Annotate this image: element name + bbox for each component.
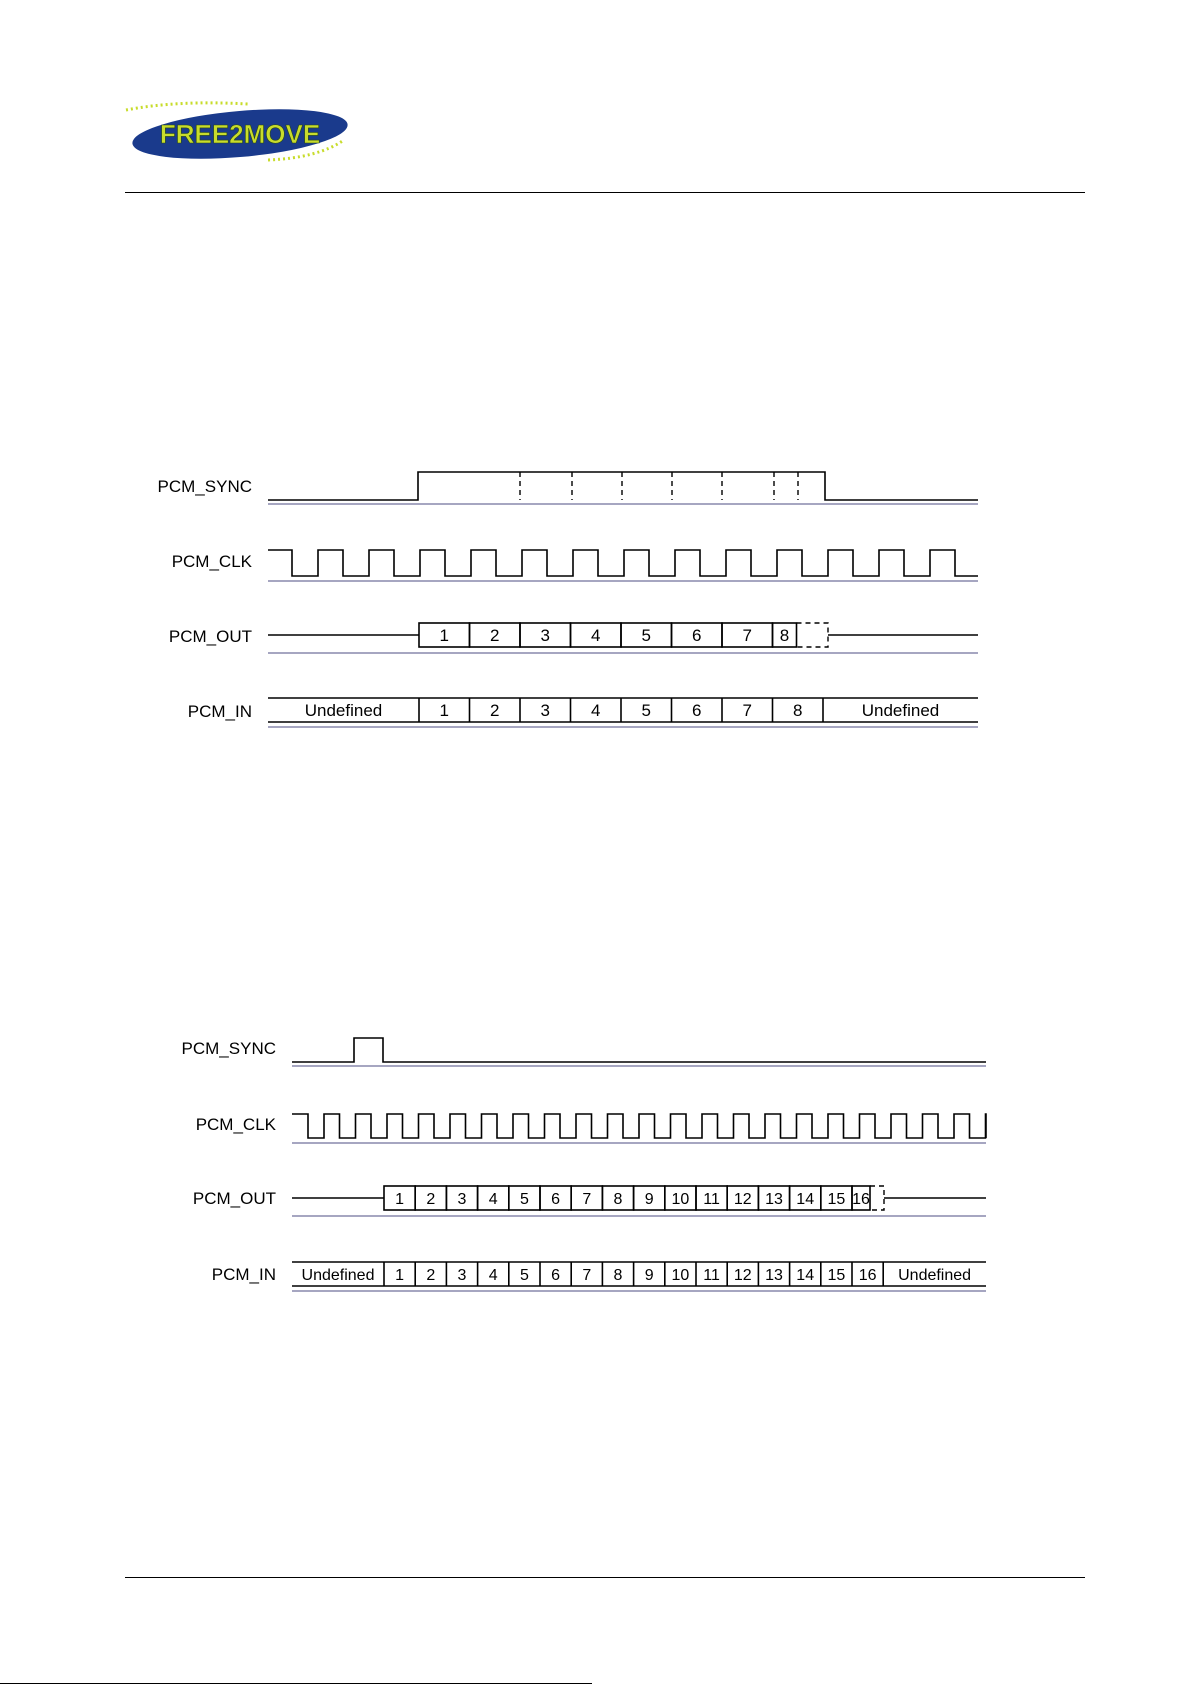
pcm-in-slot-label: 6: [692, 701, 702, 721]
pcm-out-tristate: [797, 623, 829, 647]
pcm-in-slot-label: 14: [796, 1266, 815, 1284]
pcm-in-slots: [292, 1262, 986, 1291]
pcm-sync-wave: [292, 1038, 986, 1062]
pcm-out-slot-label: 6: [551, 1190, 561, 1208]
pcm-in-slot-label: 1: [395, 1266, 405, 1284]
pcm-in-slot-label: 3: [540, 701, 550, 721]
pcm-in-slot-label: 6: [551, 1266, 561, 1284]
pcm-out-slot-label: 2: [490, 626, 500, 646]
pcm-clk-label: PCM_CLK: [171, 552, 252, 571]
pcm-out-slot-label: 13: [765, 1190, 783, 1208]
pcm-out-slots: [384, 1186, 884, 1210]
pcm-out-slot-label: 15: [827, 1190, 846, 1208]
pcm-in-slots: [268, 698, 978, 727]
pcm-in-slot-label: 11: [703, 1266, 720, 1284]
pcm-in-slot-label: 7: [582, 1266, 592, 1284]
pcm-out-slot-label: 7: [582, 1190, 592, 1208]
pcm-in-undefined-label: Undefined: [304, 701, 383, 721]
pcm-out-slot-label: 11: [703, 1190, 720, 1208]
timing-diagram-16bit: [0, 1010, 1191, 1330]
pcm-out-label: PCM_OUT: [168, 627, 252, 646]
pcm-out-slot-label: 4: [591, 626, 601, 646]
footer-rule: [125, 1577, 1085, 1578]
free2move-logo: [118, 96, 368, 168]
pcm-sync-wave: [268, 472, 978, 500]
pcm-out-slot-label: 4: [488, 1190, 498, 1208]
pcm-out-slot-label: 14: [796, 1190, 815, 1208]
pcm-out-slot-label: 8: [613, 1190, 623, 1208]
pcm-out-slot-label: 16: [852, 1190, 870, 1208]
pcm-out-slot-label: 3: [457, 1190, 467, 1208]
pcm-in-slot-label: 10: [671, 1266, 690, 1284]
header-rule: [125, 192, 1085, 193]
pcm-clk-wave: [292, 1114, 986, 1138]
pcm-in-slot-label: 2: [426, 1266, 436, 1284]
pcm-in-slot-label: 2: [490, 701, 500, 721]
pcm-in-slot-label: 5: [519, 1266, 529, 1284]
pcm-in-slot-label: 15: [827, 1266, 846, 1284]
logo-dots-top: [126, 103, 248, 110]
pcm-clk-label: PCM_CLK: [195, 1115, 276, 1134]
pcm-out-slot-label: 3: [540, 626, 550, 646]
timing-diagram-8bit: [0, 440, 1191, 760]
pcm-out-slot-label: 1: [439, 626, 449, 646]
pcm-out-slot-label: 12: [733, 1190, 752, 1208]
pcm-out-slot-label: 10: [671, 1190, 690, 1208]
pcm-out-slot-label: 8: [779, 626, 790, 646]
pcm-in-slot-label: 9: [644, 1266, 654, 1284]
pcm-out-slot-label: 7: [742, 626, 752, 646]
pcm-sync-label: PCM_SYNC: [157, 477, 252, 496]
pcm-clk-wave: [268, 550, 978, 576]
pcm-out-slot-label: 6: [692, 626, 702, 646]
pcm-in-slot-label: 12: [733, 1266, 752, 1284]
pcm-in-undefined-label: Undefined: [861, 701, 940, 721]
pcm-in-slot-label: 8: [613, 1266, 623, 1284]
pcm-out-tristate: [870, 1186, 884, 1210]
pcm-in-slot-label: 1: [439, 701, 449, 721]
pcm-out-slot-label: 5: [641, 626, 651, 646]
pcm-in-slot-label: 13: [765, 1266, 783, 1284]
pcm-in-undefined-label: Undefined: [898, 1266, 972, 1284]
pcm-out-slot-label: 9: [644, 1190, 654, 1208]
pcm-out-slot-label: 2: [426, 1190, 436, 1208]
pcm-in-label: PCM_IN: [211, 1265, 276, 1284]
pcm-in-slot-label: 16: [858, 1266, 877, 1284]
pcm-in-label: PCM_IN: [187, 702, 252, 721]
pcm-in-slot-label: 5: [641, 701, 651, 721]
pcm-out-slots: [419, 623, 828, 647]
waveforms: [268, 472, 978, 653]
pcm-in-slot-label: 4: [591, 701, 601, 721]
waveforms: [292, 1038, 986, 1216]
pcm-sync-label: PCM_SYNC: [181, 1039, 276, 1058]
footnote-rule: [0, 1683, 592, 1684]
pcm-out-label: PCM_OUT: [192, 1189, 276, 1208]
pcm-in-slot-label: 4: [488, 1266, 498, 1284]
pcm-in-slot-label: 8: [793, 701, 803, 721]
pcm-out-slot-label: 1: [395, 1190, 405, 1208]
pcm-out-slot-label: 5: [519, 1190, 529, 1208]
pcm-in-slot-label: 3: [457, 1266, 467, 1284]
logo-text: FREE2MOVE: [159, 119, 321, 149]
pcm-in-undefined-label: Undefined: [301, 1266, 375, 1284]
pcm-in-slot-label: 7: [742, 701, 752, 721]
